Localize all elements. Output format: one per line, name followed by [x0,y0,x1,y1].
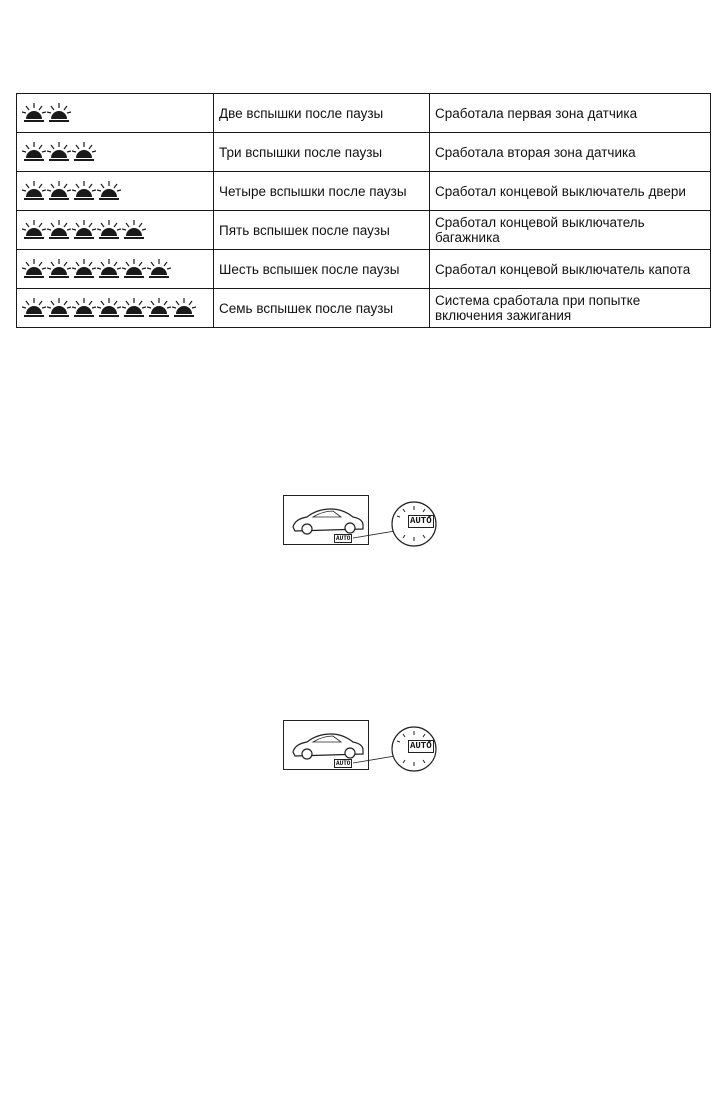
flashing-beacon-icon [172,297,196,319]
flashing-beacon-icon [147,258,171,280]
flashing-beacon-icon [47,180,71,202]
flashing-beacon-icon [72,258,96,280]
meaning-cell: Сработал концевой выключатель багажника [430,211,711,250]
pattern-cell: Шесть вспышек после паузы [214,250,430,289]
flashing-beacon-icon [22,141,46,163]
flash-pattern-cell [17,250,214,289]
flash-sequence [22,180,208,202]
flashing-beacon-icon [122,219,146,241]
flashing-beacon-icon [47,297,71,319]
flashing-beacon-icon [97,180,121,202]
flash-pattern-cell [17,133,214,172]
flash-sequence [22,258,208,280]
flash-pattern-cell [17,172,214,211]
table-row [17,94,711,133]
auto-badge: AUTO [336,760,351,767]
flashing-beacon-icon [47,141,71,163]
auto-badge-zoom: AUTO [410,741,432,751]
table-row [17,250,711,289]
flashing-beacon-icon [22,219,46,241]
flashing-beacon-icon [22,102,46,124]
flash-pattern-cell [17,289,214,328]
flashing-beacon-icon [22,258,46,280]
pattern-cell: Четыре вспышки после паузы [214,172,430,211]
flashing-beacon-icon [22,180,46,202]
display-figure-1 [283,495,443,555]
flashing-beacon-icon [47,258,71,280]
auto-badge: AUTO [336,535,351,542]
table-row [17,289,711,328]
flashing-beacon-icon [147,297,171,319]
flashing-beacon-icon [122,258,146,280]
flashing-beacon-icon [97,297,121,319]
flashing-beacon-icon [22,297,46,319]
flashing-beacon-icon [47,102,71,124]
table-row [17,211,711,250]
pattern-cell: Пять вспышек после паузы [214,211,430,250]
flashing-beacon-icon [72,297,96,319]
table-row [17,133,711,172]
flashing-beacon-icon [72,141,96,163]
alarm-code-table [16,93,711,328]
flash-sequence [22,297,208,319]
flash-sequence [22,219,208,241]
flashing-beacon-icon [47,219,71,241]
flashing-beacon-icon [72,219,96,241]
meaning-cell: Сработал концевой выключатель двери [430,172,711,211]
pattern-cell: Две вспышки после паузы [214,94,430,133]
pattern-cell: Три вспышки после паузы [214,133,430,172]
flash-pattern-cell [17,94,214,133]
flashing-beacon-icon [97,219,121,241]
flash-pattern-cell [17,211,214,250]
flashing-beacon-icon [72,180,96,202]
meaning-cell: Система сработала при попытке включения зажигания [430,289,711,328]
meaning-cell: Сработал концевой выключатель капота [430,250,711,289]
meaning-cell: Сработала вторая зона датчика [430,133,711,172]
meaning-cell: Сработала первая зона датчика [430,94,711,133]
auto-badge-zoom: AUTO [410,516,432,526]
flash-sequence [22,102,208,124]
table-row [17,172,711,211]
flashing-beacon-icon [122,297,146,319]
display-figure-2 [283,720,443,780]
pattern-cell: Семь вспышек после паузы [214,289,430,328]
flashing-beacon-icon [97,258,121,280]
flash-sequence [22,141,208,163]
